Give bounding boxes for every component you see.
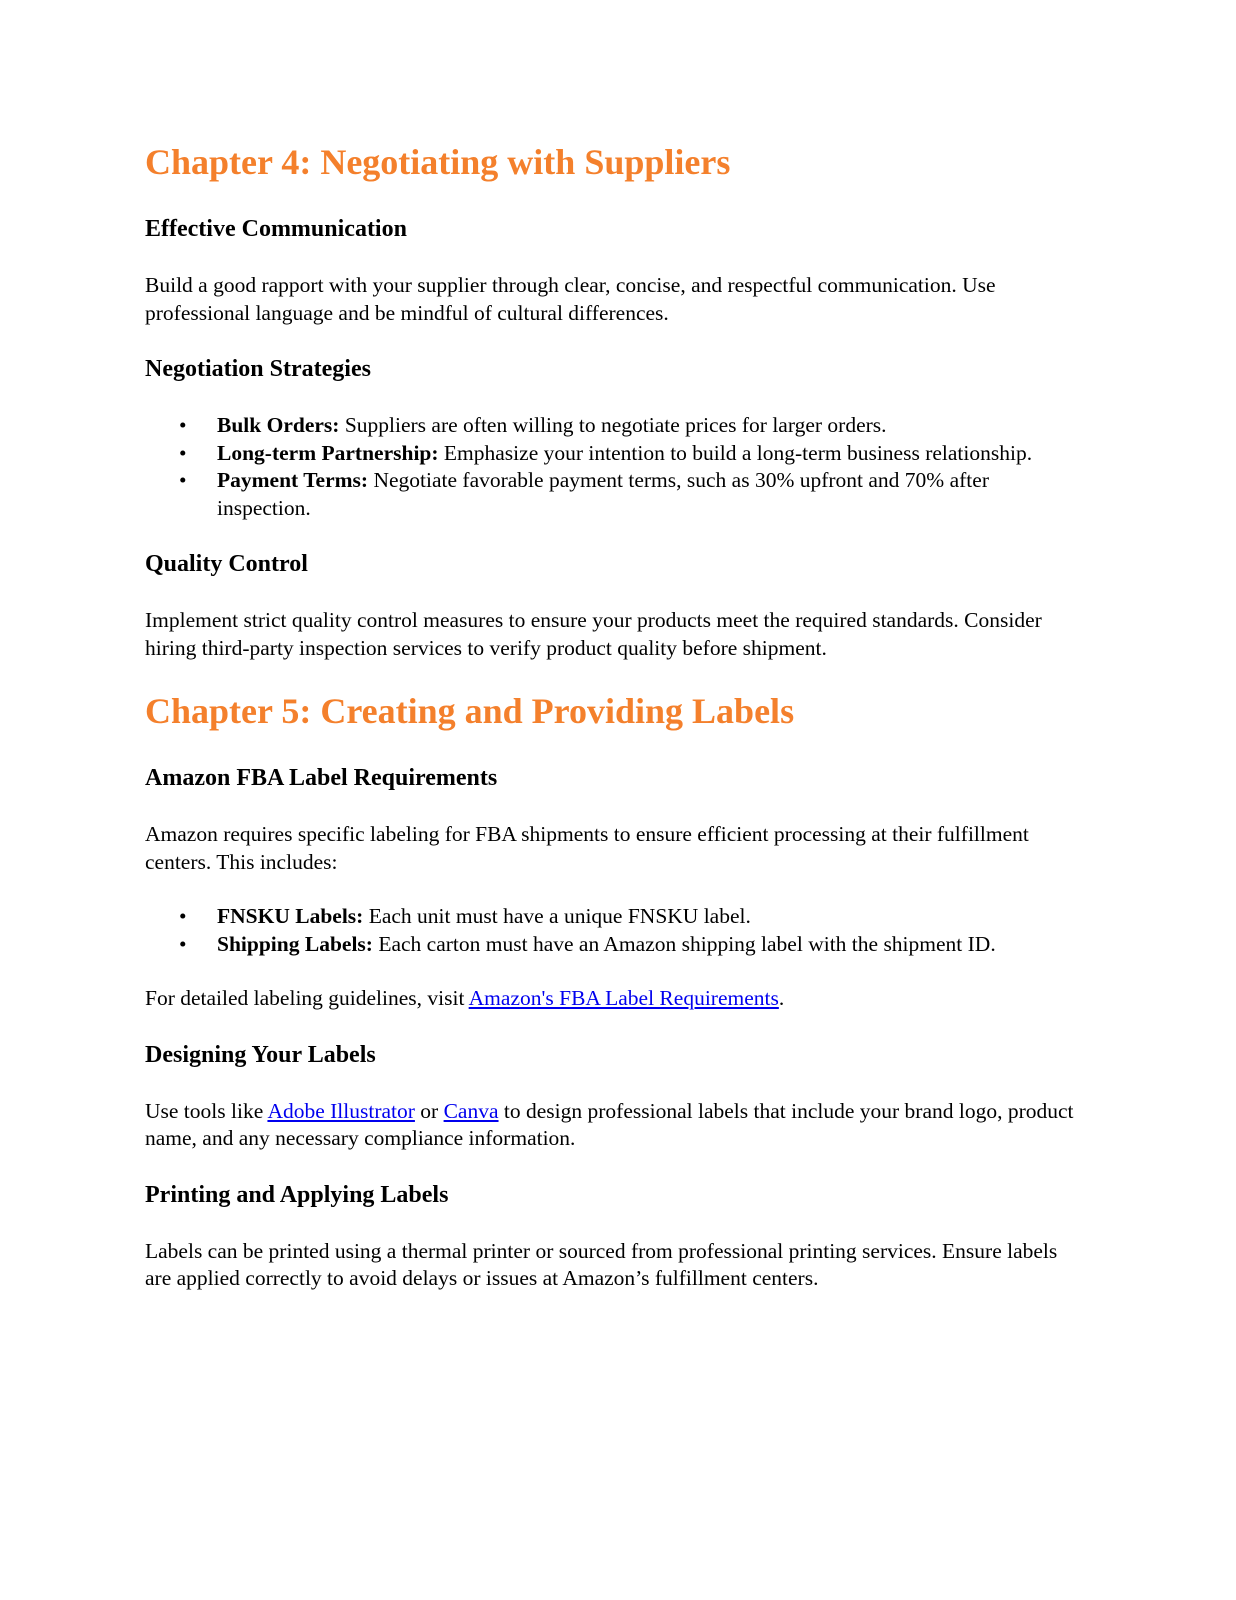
list-item-term: Long-term Partnership: <box>217 440 439 465</box>
quality-control-heading: Quality Control <box>145 551 308 577</box>
quality-control-text: Implement strict quality control measures to ensure your products meet the required standards. Consider hiring third-party inspection services to verify product quality before shipment. <box>145 608 1042 660</box>
designing-middle: or <box>414 1098 444 1123</box>
list-item-term: FNSKU Labels: <box>217 904 364 928</box>
chapter-5-title: Chapter 5: Creating and Providing Labels <box>145 691 795 731</box>
bullet-icon: • <box>179 468 187 492</box>
list-item-text: Each unit must have a unique FNSKU label. <box>363 904 751 928</box>
label-requirements-list <box>145 903 1075 958</box>
guidelines-suffix: . <box>778 986 785 1010</box>
effective-communication-heading: Effective Communication <box>145 216 407 242</box>
document-content <box>145 140 1075 1293</box>
list-item-text: Each carton must have an Amazon shipping label with the shipment ID. <box>372 931 996 956</box>
list-item-text: Suppliers are often willing to negotiate prices for larger orders. <box>339 413 887 437</box>
adobe-illustrator-link[interactable]: Adobe Illustrator <box>267 1098 415 1123</box>
fba-label-requirements-link[interactable]: Amazon's FBA Label Requirements <box>468 986 779 1010</box>
list-item <box>145 412 1075 440</box>
list-item <box>145 903 1075 931</box>
designing-suffix: to design professional labels that include your brand logo, product name, and any necessary compliance information. <box>145 1098 1074 1150</box>
guidelines-prefix: For detailed labeling guidelines, visit <box>145 986 469 1010</box>
printing-labels-text: Labels can be printed using a thermal printer or sourced from professional printing services. Ensure labels are applied correctly to avoid delays or issues at Amazon’s fulfillment centers. <box>145 1238 1058 1290</box>
designing-labels-text <box>145 1098 1075 1153</box>
bullet-icon: • <box>179 440 187 465</box>
negotiation-strategies-list <box>145 412 1075 522</box>
bullet-icon: • <box>179 931 187 956</box>
designing-labels-heading: Designing Your Labels <box>145 1041 376 1068</box>
list-item-term: Shipping Labels: <box>217 931 373 956</box>
list-item <box>145 467 1075 522</box>
bullet-icon: • <box>179 413 187 437</box>
list-item-text: Emphasize your intention to build a long-term business relationship. <box>438 440 1033 465</box>
negotiation-strategies-heading: Negotiation Strategies <box>145 356 371 382</box>
bullet-icon: • <box>179 904 187 928</box>
fba-label-requirements-heading: Amazon FBA Label Requirements <box>145 765 498 791</box>
list-item-term: Payment Terms: <box>217 468 369 492</box>
list-item <box>145 931 1075 959</box>
printing-labels-heading: Printing and Applying Labels <box>145 1181 449 1208</box>
fba-label-requirements-text: Amazon requires specific labeling for FBA shipments to ensure efficient processing at their fulfillment centers. This includes: <box>145 822 1029 874</box>
list-item <box>145 440 1075 468</box>
list-item-term: Bulk Orders: <box>217 413 340 437</box>
effective-communication-text: Build a good rapport with your supplier through clear, concise, and respectful communication. Use professional language and be mindful of cultural differences. <box>145 273 996 325</box>
labeling-guidelines-paragraph <box>145 985 1075 1013</box>
chapter-4-title: Chapter 4: Negotiating with Suppliers <box>145 142 731 182</box>
designing-prefix: Use tools like <box>145 1098 268 1123</box>
list-item-text: Negotiate favorable payment terms, such as 30% upfront and 70% after inspection. <box>217 468 989 520</box>
canva-link[interactable]: Canva <box>443 1098 499 1123</box>
